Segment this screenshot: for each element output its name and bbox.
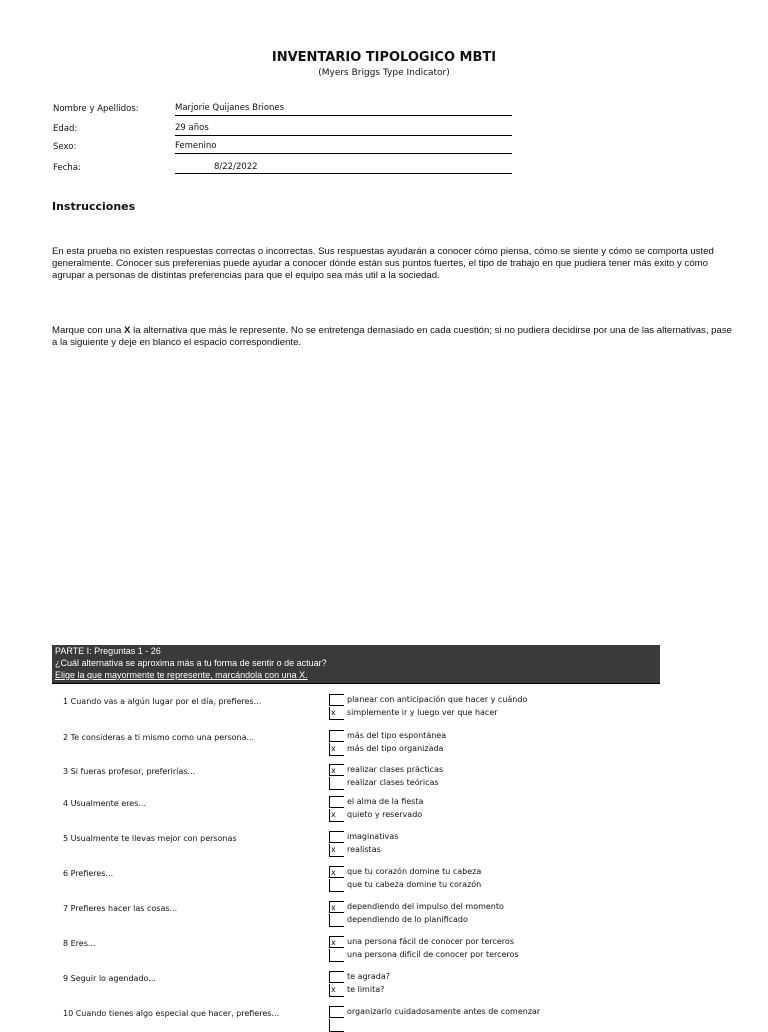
answer-checkbox[interactable] [329,796,344,808]
answer-option-label: realizar clases prácticas [347,765,444,774]
answer-checkbox[interactable] [329,1019,344,1032]
answer-option-label: te agrada? [347,972,390,981]
answer-option-label: el alma de la fiesta [347,797,424,806]
answer-checkbox[interactable] [329,879,344,892]
answer-option-label: te limita? [347,985,385,994]
answer-checkbox[interactable] [329,971,344,983]
question-text: 8 Eres... [63,939,96,948]
answer-checkbox[interactable]: x [329,901,344,913]
answer-option-label: imaginativas [347,832,399,841]
sex-label: Sexo: [53,142,77,152]
part-title: PARTE I: Preguntas 1 - 26 [55,646,161,656]
answer-checkbox[interactable]: x [329,764,344,776]
answer-checkbox[interactable] [329,949,344,962]
instructions-paragraph-2: Marque con una X la alternativa que más le represente. No se entretenga demasiado en cada cuestión; si no pudiera decidirse por una de las alternativas, pase a la siguiente y deje en blanco el espacio correspondiente. [52,325,732,348]
question-text: 7 Prefieres hacer las cosas... [63,904,178,913]
answer-option-label: organizarlo cuidadosamente antes de comenzar [347,1007,541,1016]
age-label: Edad: [53,124,78,134]
sex-value: Femenino [175,141,512,154]
answer-checkbox[interactable]: x [329,743,344,756]
question-text: 2 Te consideras a ti mismo como una persona... [63,733,255,742]
question-text: 1 Cuando vas a algún lugar por el día, prefieres... [63,697,262,706]
answer-checkbox[interactable] [329,831,344,843]
answer-checkbox[interactable] [329,914,344,927]
answer-checkbox[interactable]: x [329,844,344,857]
answer-option-label: dependiendo del impulso del momento [347,902,504,911]
age-value: 29 años [175,123,512,136]
question-text: 3 Si fueras profesor, preferirías... [63,767,196,776]
answer-checkbox[interactable]: x [329,707,344,720]
page-title: INVENTARIO TIPOLOGICO MBTI [271,50,497,65]
answer-checkbox[interactable] [329,730,344,742]
answer-option-label: una persona difícil de conocer por terceros [347,950,519,959]
date-value: 8/22/2022 [175,162,512,174]
answer-checkbox[interactable]: x [329,809,344,822]
part-instruction: Elige la que mayormente te represente, marcándola con una X. [55,670,308,680]
answer-option-label: planear con anticipación que hacer y cuándo [347,695,528,704]
answer-option-label: que tu cabeza domine tu corazón [347,880,482,889]
answer-option-label: simplemente ir y luego ver que hacer [347,708,498,717]
instructions-heading: Instrucciones [52,200,136,213]
date-label: Fecha: [53,163,81,173]
name-value: Marjorie Quijanes Briones [175,103,512,116]
answer-option-label: más del tipo espontánea [347,731,447,740]
instructions-paragraph-1: En esta prueba no existen respuestas correctas o incorrectas. Sus respuestas ayudarán a conocer cómo piensa, cómo se siente y cómo se comporta usted generalmente. Conocer sus preferenias puede ayudar a conocer dónde están sus puntos fuertes, el tipo de trabajo en que pudiera tener más exito y cómo agrupar a personas de distintas preferencias para que el equipo sea más util a la sociedad. [52,246,714,281]
question-text: 6 Prefieres... [63,869,114,878]
answer-option-label: realistas [347,845,381,854]
answer-checkbox[interactable] [329,777,344,790]
answer-option-label: realizar clases teóricas [347,778,439,787]
answer-checkbox[interactable] [329,694,344,706]
question-text: 10 Cuando tienes algo especial que hacer, prefieres... [63,1009,280,1018]
answer-option-label: dependiendo de lo planificado [347,915,468,924]
answer-checkbox[interactable]: x [329,866,344,878]
answer-checkbox[interactable]: x [329,984,344,997]
question-text: 9 Seguir lo agendado... [63,974,156,983]
name-label: Nombre y Apellidos: [53,104,139,114]
part-question: ¿Cuál alternativa se aproxima más a tu forma de sentir o de actuar? [55,658,327,668]
answer-option-label: más del tipo organizada [347,744,444,753]
page-subtitle: (Myers Briggs Type Indicator) [318,68,450,78]
answer-option-label: que tu corazón domine tu cabeza [347,867,482,876]
answer-checkbox[interactable] [329,1006,344,1018]
question-text: 5 Usualmente te llevas mejor con personas [63,834,237,843]
answer-option-label: una persona fácil de conocer por terceros [347,937,514,946]
question-text: 4 Usualmente eres... [63,799,146,808]
part-divider [52,683,660,684]
answer-checkbox[interactable]: x [329,936,344,948]
part-header [52,645,660,683]
answer-option-label: quieto y reservado [347,810,423,819]
